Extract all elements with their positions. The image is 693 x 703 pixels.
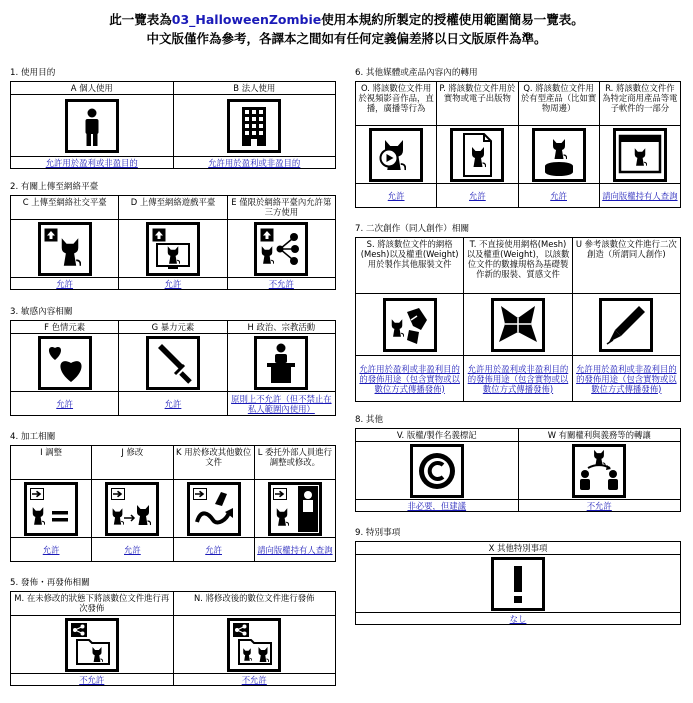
item-label: O. 將該數位文件用於視頻影音作品，直播，廣播等行為 [356,82,437,126]
item-icon-cell [254,480,335,538]
item-result: 允許 [356,184,437,208]
item-result: 允許 [518,184,599,208]
section-title: 4. 加工相關 [10,432,56,442]
section-online-platform [10,181,336,290]
item-label: W 有關權利與義務等的轉讓 [518,429,681,442]
item-result: 允許用於盈利或非盈利目的的發佈用途（包含實物或以數位方式傳播發佈) [464,356,572,402]
item-result: 允許 [11,278,119,290]
item-icon-cell [11,95,174,157]
item-label: E 僅限於網絡平臺內允許第三方使用 [227,196,335,220]
distribute-modified-icon [227,618,281,672]
section-title: 2. 有關上傳至網絡平臺 [10,182,99,192]
item-result: 不允許 [173,674,336,686]
other-table [355,428,681,512]
item-icon-cell [173,616,336,674]
item-label: G 暴力元素 [119,321,227,334]
section-special-notes [355,527,681,625]
section-usage-purpose [10,67,336,169]
new-clothing-icon [491,298,545,352]
item-label: S. 將該數位文件的網格(Mesh)以及權重(Weight)用於製作其他服裝文件 [356,238,464,294]
item-result: 允許 [11,392,119,416]
item-result: 允許 [92,538,173,562]
item-result: 允許 [11,538,92,562]
section-processing [10,431,336,562]
item-icon-cell [599,126,680,184]
item-icon-cell [227,334,335,392]
item-label: P. 將該數位文件用於實物或電子出版物 [437,82,518,126]
item-result: なし [356,613,681,625]
adjust-icon [24,482,78,536]
redistribution-table [10,591,336,686]
copyright-icon [410,444,464,498]
modify-icon [105,482,159,536]
item-result: 允許 [119,278,227,290]
item-icon-cell [119,334,227,392]
item-label: C 上傳至網絡社交平臺 [11,196,119,220]
title-prefix: 此一覽表為 [109,12,172,27]
item-result: 非必要，但建議 [356,500,519,512]
item-icon-cell [92,480,173,538]
software-icon [613,128,667,182]
sensitive-content-table [10,320,336,416]
clothing-icon [383,298,437,352]
item-result: 允許用於盈利或非盈利目的的發佈用途（包含實物或以數位方式傳播發佈) [356,356,464,402]
item-icon-cell [11,480,92,538]
section-title: 5. 發佈・再發佈相關 [10,578,90,588]
item-result: 不允許 [227,278,335,290]
item-icon-cell [572,294,680,356]
item-result: 允許用於盈利或非盈目的 [11,157,174,169]
item-result: 允許用於盈利或非盈目的 [173,157,336,169]
item-icon-cell [356,294,464,356]
publication-icon [450,128,504,182]
item-result: 請向版權持有人查詢 [254,538,335,562]
building-icon [227,99,281,153]
item-result: 請向版權持有人查詢 [599,184,680,208]
online-platform-table [10,195,336,290]
item-label: K 用於修改其他數位文件 [173,446,254,480]
item-label: X 其他特別事項 [356,542,681,555]
upload-social-icon [38,222,92,276]
section-redistribution [10,577,336,686]
redistribute-icon [65,618,119,672]
item-icon-cell [119,220,227,278]
transfer-icon [572,444,626,498]
section-title: 1. 使用目的 [10,68,56,78]
item-label: F 色情元素 [11,321,119,334]
item-icon-cell [437,126,518,184]
derivative-works-table [355,237,681,402]
item-label: L 委托外部人員進行調整或修改。 [254,446,335,480]
item-icon-cell [11,220,119,278]
item-label: A 個人使用 [11,82,174,95]
item-result: 允許 [119,392,227,416]
document-title-line-1 [0,10,693,28]
item-label: H 政治、宗教活動 [227,321,335,334]
merchandise-icon [532,128,586,182]
item-result: 允許 [437,184,518,208]
section-title: 8. 其他 [355,415,384,425]
item-icon-cell [356,442,519,500]
item-icon-cell [356,126,437,184]
upload-game-icon [146,222,200,276]
item-icon-cell [464,294,572,356]
item-result: 原則上不允許（但不禁止在私人範圍內使用） [227,392,335,416]
item-label: N. 將修改後的數位文件進行發佈 [173,592,336,616]
podium-icon [254,336,308,390]
item-result: 允許用於盈利或非盈利目的的發佈用途（包含實物或以數位方式傳播發佈) [572,356,680,402]
item-result: 允許 [173,538,254,562]
hearts-icon [38,336,92,390]
title-suffix: 使用本規約所製定的授權使用範圍簡易一覽表。 [321,12,584,27]
document-title-line-2: 中文版僅作為參考，各譯本之間如有任何定義偏差將以日文版原件為準。 [146,31,547,46]
item-label: J 修改 [92,446,173,480]
item-result: 不允許 [11,674,174,686]
item-label: R. 將該數位文件作為特定商用產品等電子軟件的一部分 [599,82,680,126]
item-label: M. 在未修改的狀態下將該數位文件進行再次發佈 [11,592,174,616]
section-title: 7. 二次創作（同人創作）相關 [355,224,470,234]
item-icon-cell [518,126,599,184]
item-icon-cell [518,442,681,500]
product-name: 03_HalloweenZombie [171,12,322,27]
item-label: B 法人使用 [173,82,336,95]
item-label: I 調整 [11,446,92,480]
section-other [355,414,681,512]
item-icon-cell [173,480,254,538]
item-label: U 參考該數位文件進行二次創造（所謂同人創作) [572,238,680,294]
video-icon [369,128,423,182]
section-title: 6. 其他媒體或產品內容內的轉用 [355,68,478,78]
item-label: D 上傳至網絡遊戲平臺 [119,196,227,220]
item-label: V. 版權/製作名義標記 [356,429,519,442]
modify-other-icon [187,482,241,536]
item-icon-cell [11,616,174,674]
section-title: 9. 特別事項 [355,528,401,538]
item-result: 不允許 [518,500,681,512]
section-media-use [355,67,681,208]
item-icon-cell [227,220,335,278]
media-use-table [355,81,681,208]
section-title: 3. 敏感內容相關 [10,307,73,317]
knife-icon [146,336,200,390]
item-icon-cell [173,95,336,157]
share-network-icon [254,222,308,276]
item-icon-cell [356,555,681,613]
section-derivative-works [355,223,681,402]
exclamation-icon [491,557,545,611]
item-label: Q. 將該數位文件用於有型產品（比如實物周邊） [518,82,599,126]
item-icon-cell [11,334,119,392]
person-icon [65,99,119,153]
item-label: T. 不直接使用網格(Mesh)以及權重(Weight)，以該數位文件的數據規格為基礎製作新的服裝、質感文件 [464,238,572,294]
processing-table [10,445,336,562]
special-notes-table [355,541,681,625]
usage-purpose-table [10,81,336,169]
outsource-icon [268,482,322,536]
section-sensitive-content [10,306,336,416]
pen-icon [599,298,653,352]
